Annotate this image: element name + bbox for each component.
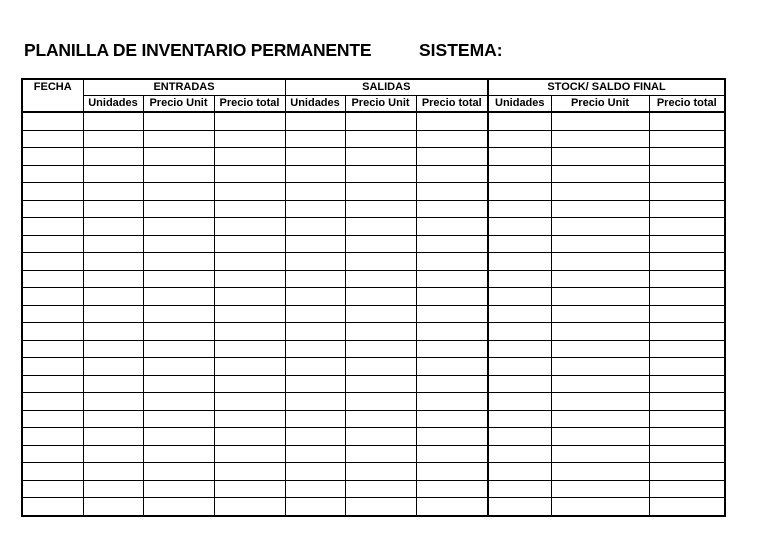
- table-cell[interactable]: [83, 323, 143, 341]
- table-row: [22, 375, 725, 393]
- table-cell[interactable]: [83, 270, 143, 288]
- table-cell[interactable]: [83, 463, 143, 481]
- table-cell[interactable]: [22, 218, 83, 236]
- table-cell[interactable]: [214, 165, 285, 183]
- table-cell[interactable]: [22, 393, 83, 411]
- table-cell[interactable]: [551, 218, 649, 236]
- table-cell[interactable]: [416, 375, 488, 393]
- table-cell[interactable]: [649, 375, 725, 393]
- table-cell[interactable]: [416, 463, 488, 481]
- table-cell[interactable]: [649, 288, 725, 306]
- inventory-table-body: [22, 112, 725, 516]
- table-row: [22, 253, 725, 271]
- table-row: [22, 305, 725, 323]
- table-cell[interactable]: [214, 498, 285, 516]
- system-label: SISTEMA:: [419, 40, 503, 60]
- table-cell[interactable]: [551, 130, 649, 148]
- table-cell[interactable]: [22, 428, 83, 446]
- table-cell[interactable]: [416, 288, 488, 306]
- inventory-table: [21, 78, 726, 517]
- table-cell[interactable]: [488, 112, 551, 130]
- table-cell[interactable]: [285, 305, 345, 323]
- table-cell[interactable]: [83, 410, 143, 428]
- sub-header-salidas-unit-price: Precio Unit: [345, 96, 416, 113]
- table-cell[interactable]: [285, 165, 345, 183]
- sub-header-stock-total-price: Precio total: [649, 96, 725, 113]
- table-cell[interactable]: [143, 165, 214, 183]
- table-cell[interactable]: [488, 183, 551, 201]
- table-cell[interactable]: [83, 288, 143, 306]
- table-cell[interactable]: [214, 218, 285, 236]
- table-cell[interactable]: [214, 463, 285, 481]
- table-cell[interactable]: [345, 358, 416, 376]
- table-cell[interactable]: [214, 393, 285, 411]
- table-cell[interactable]: [143, 323, 214, 341]
- table-cell[interactable]: [416, 235, 488, 253]
- table-cell[interactable]: [22, 148, 83, 166]
- table-cell[interactable]: [143, 183, 214, 201]
- sub-header-salidas-units: Unidades: [285, 96, 345, 113]
- table-cell[interactable]: [551, 323, 649, 341]
- table-cell[interactable]: [143, 480, 214, 498]
- table-cell[interactable]: [214, 288, 285, 306]
- table-cell[interactable]: [416, 183, 488, 201]
- table-cell[interactable]: [345, 183, 416, 201]
- table-cell[interactable]: [649, 165, 725, 183]
- table-cell[interactable]: [416, 323, 488, 341]
- table-cell[interactable]: [345, 270, 416, 288]
- table-cell[interactable]: [214, 340, 285, 358]
- table-cell[interactable]: [143, 428, 214, 446]
- table-cell[interactable]: [345, 340, 416, 358]
- table-cell[interactable]: [214, 112, 285, 130]
- table-cell[interactable]: [649, 183, 725, 201]
- sub-header-salidas-total-price: Precio total: [416, 96, 488, 113]
- table-cell[interactable]: [551, 200, 649, 218]
- table-cell[interactable]: [551, 183, 649, 201]
- table-cell[interactable]: [649, 323, 725, 341]
- table-cell[interactable]: [214, 358, 285, 376]
- table-cell[interactable]: [83, 165, 143, 183]
- table-cell[interactable]: [83, 112, 143, 130]
- table-cell[interactable]: [214, 148, 285, 166]
- table-cell[interactable]: [22, 165, 83, 183]
- table-cell[interactable]: [649, 445, 725, 463]
- table-cell[interactable]: [551, 148, 649, 166]
- table-cell[interactable]: [345, 410, 416, 428]
- table-cell[interactable]: [416, 148, 488, 166]
- table-cell[interactable]: [285, 498, 345, 516]
- table-cell[interactable]: [143, 253, 214, 271]
- table-cell[interactable]: [551, 445, 649, 463]
- table-cell[interactable]: [22, 130, 83, 148]
- group-header-entradas: ENTRADAS: [83, 79, 285, 96]
- table-cell[interactable]: [551, 428, 649, 446]
- table-cell[interactable]: [285, 148, 345, 166]
- table-cell[interactable]: [649, 410, 725, 428]
- table-cell[interactable]: [488, 410, 551, 428]
- table-cell[interactable]: [143, 288, 214, 306]
- table-cell[interactable]: [214, 305, 285, 323]
- table-cell[interactable]: [416, 253, 488, 271]
- sub-header-entradas-units: Unidades: [83, 96, 143, 113]
- table-cell[interactable]: [22, 253, 83, 271]
- table-cell[interactable]: [285, 270, 345, 288]
- table-cell[interactable]: [551, 340, 649, 358]
- table-cell[interactable]: [649, 130, 725, 148]
- table-cell[interactable]: [214, 410, 285, 428]
- table-cell[interactable]: [83, 183, 143, 201]
- table-cell[interactable]: [345, 218, 416, 236]
- group-header-stock: STOCK/ SALDO FINAL: [488, 79, 725, 96]
- table-cell[interactable]: [22, 200, 83, 218]
- table-cell[interactable]: [551, 305, 649, 323]
- table-cell[interactable]: [285, 410, 345, 428]
- table-cell[interactable]: [488, 463, 551, 481]
- table-cell[interactable]: [214, 200, 285, 218]
- table-cell[interactable]: [551, 480, 649, 498]
- table-row: [22, 393, 725, 411]
- table-cell[interactable]: [416, 498, 488, 516]
- table-row: [22, 445, 725, 463]
- table-cell[interactable]: [649, 340, 725, 358]
- table-cell[interactable]: [83, 445, 143, 463]
- table-cell[interactable]: [551, 498, 649, 516]
- table-cell[interactable]: [285, 323, 345, 341]
- table-cell[interactable]: [285, 130, 345, 148]
- table-cell[interactable]: [285, 183, 345, 201]
- date-header: FECHA: [22, 79, 83, 112]
- table-cell[interactable]: [488, 498, 551, 516]
- table-cell[interactable]: [649, 463, 725, 481]
- table-cell[interactable]: [285, 235, 345, 253]
- table-cell[interactable]: [22, 445, 83, 463]
- table-cell[interactable]: [416, 112, 488, 130]
- table-cell[interactable]: [285, 393, 345, 411]
- table-cell[interactable]: [416, 270, 488, 288]
- table-cell[interactable]: [143, 130, 214, 148]
- table-cell[interactable]: [83, 130, 143, 148]
- table-cell[interactable]: [488, 340, 551, 358]
- table-cell[interactable]: [83, 393, 143, 411]
- table-cell[interactable]: [551, 112, 649, 130]
- table-cell[interactable]: [488, 218, 551, 236]
- table-cell[interactable]: [143, 393, 214, 411]
- table-cell[interactable]: [416, 130, 488, 148]
- table-cell[interactable]: [143, 498, 214, 516]
- table-cell[interactable]: [143, 358, 214, 376]
- table-cell[interactable]: [551, 410, 649, 428]
- table-cell[interactable]: [83, 253, 143, 271]
- table-row: [22, 480, 725, 498]
- table-cell[interactable]: [22, 235, 83, 253]
- table-row: [22, 218, 725, 236]
- table-cell[interactable]: [214, 375, 285, 393]
- table-cell[interactable]: [143, 305, 214, 323]
- table-cell[interactable]: [488, 288, 551, 306]
- table-cell[interactable]: [83, 428, 143, 446]
- table-row: [22, 270, 725, 288]
- table-cell[interactable]: [22, 305, 83, 323]
- table-cell[interactable]: [345, 393, 416, 411]
- table-row: [22, 288, 725, 306]
- table-cell[interactable]: [285, 358, 345, 376]
- table-cell[interactable]: [22, 463, 83, 481]
- table-cell[interactable]: [649, 200, 725, 218]
- table-cell[interactable]: [22, 410, 83, 428]
- table-cell[interactable]: [83, 148, 143, 166]
- table-cell[interactable]: [285, 375, 345, 393]
- table-row: [22, 340, 725, 358]
- table-cell[interactable]: [345, 323, 416, 341]
- table-cell[interactable]: [649, 498, 725, 516]
- table-cell[interactable]: [488, 480, 551, 498]
- table-cell[interactable]: [345, 288, 416, 306]
- table-cell[interactable]: [285, 112, 345, 130]
- table-cell[interactable]: [214, 428, 285, 446]
- table-cell[interactable]: [345, 480, 416, 498]
- table-cell[interactable]: [285, 463, 345, 481]
- table-cell[interactable]: [83, 218, 143, 236]
- table-cell[interactable]: [416, 200, 488, 218]
- table-cell[interactable]: [649, 480, 725, 498]
- table-cell[interactable]: [416, 393, 488, 411]
- table-cell[interactable]: [416, 428, 488, 446]
- table-cell[interactable]: [285, 340, 345, 358]
- table-cell[interactable]: [345, 235, 416, 253]
- table-row: [22, 428, 725, 446]
- table-row: [22, 463, 725, 481]
- table-cell[interactable]: [214, 270, 285, 288]
- table-row: [22, 183, 725, 201]
- table-cell[interactable]: [649, 305, 725, 323]
- table-cell[interactable]: [416, 445, 488, 463]
- table-row: [22, 130, 725, 148]
- table-cell[interactable]: [143, 270, 214, 288]
- table-cell[interactable]: [22, 358, 83, 376]
- table-row: [22, 148, 725, 166]
- table-row: [22, 200, 725, 218]
- table-cell[interactable]: [214, 183, 285, 201]
- table-cell[interactable]: [22, 323, 83, 341]
- table-cell[interactable]: [551, 288, 649, 306]
- table-cell[interactable]: [285, 288, 345, 306]
- table-cell[interactable]: [285, 253, 345, 271]
- table-cell[interactable]: [345, 445, 416, 463]
- table-cell[interactable]: [22, 112, 83, 130]
- table-cell[interactable]: [345, 253, 416, 271]
- table-cell[interactable]: [214, 480, 285, 498]
- table-cell[interactable]: [143, 463, 214, 481]
- table-cell[interactable]: [143, 200, 214, 218]
- table-cell[interactable]: [488, 305, 551, 323]
- table-cell[interactable]: [143, 410, 214, 428]
- table-cell[interactable]: [214, 445, 285, 463]
- table-cell[interactable]: [416, 340, 488, 358]
- table-cell[interactable]: [551, 375, 649, 393]
- table-cell[interactable]: [345, 130, 416, 148]
- table-cell[interactable]: [488, 165, 551, 183]
- table-cell[interactable]: [488, 323, 551, 341]
- table-cell[interactable]: [22, 375, 83, 393]
- table-cell[interactable]: [285, 218, 345, 236]
- table-cell[interactable]: [649, 148, 725, 166]
- table-cell[interactable]: [214, 253, 285, 271]
- table-cell[interactable]: [143, 235, 214, 253]
- table-cell[interactable]: [551, 253, 649, 271]
- table-cell[interactable]: [143, 112, 214, 130]
- table-cell[interactable]: [416, 480, 488, 498]
- table-cell[interactable]: [214, 235, 285, 253]
- table-cell[interactable]: [22, 270, 83, 288]
- group-header-row: [22, 79, 725, 96]
- table-cell[interactable]: [649, 112, 725, 130]
- table-row: [22, 112, 725, 130]
- table-cell[interactable]: [416, 305, 488, 323]
- table-cell[interactable]: [345, 498, 416, 516]
- table-cell[interactable]: [488, 270, 551, 288]
- table-cell[interactable]: [488, 130, 551, 148]
- table-cell[interactable]: [83, 498, 143, 516]
- table-cell[interactable]: [345, 428, 416, 446]
- table-cell[interactable]: [488, 428, 551, 446]
- table-cell[interactable]: [551, 463, 649, 481]
- table-cell[interactable]: [345, 463, 416, 481]
- table-cell[interactable]: [83, 340, 143, 358]
- table-cell[interactable]: [345, 375, 416, 393]
- table-cell[interactable]: [416, 410, 488, 428]
- table-cell[interactable]: [345, 200, 416, 218]
- table-cell[interactable]: [416, 358, 488, 376]
- table-cell[interactable]: [488, 148, 551, 166]
- sub-header-stock-unit-price: Precio Unit: [551, 96, 649, 113]
- table-cell[interactable]: [551, 235, 649, 253]
- table-cell[interactable]: [83, 200, 143, 218]
- table-row: [22, 358, 725, 376]
- table-cell[interactable]: [22, 480, 83, 498]
- table-cell[interactable]: [83, 375, 143, 393]
- table-cell[interactable]: [416, 165, 488, 183]
- table-cell[interactable]: [345, 148, 416, 166]
- table-cell[interactable]: [22, 340, 83, 358]
- table-cell[interactable]: [551, 270, 649, 288]
- table-cell[interactable]: [649, 358, 725, 376]
- table-cell[interactable]: [83, 235, 143, 253]
- table-cell[interactable]: [345, 112, 416, 130]
- table-cell[interactable]: [345, 165, 416, 183]
- table-cell[interactable]: [551, 165, 649, 183]
- table-cell[interactable]: [22, 498, 83, 516]
- table-cell[interactable]: [488, 393, 551, 411]
- table-cell[interactable]: [143, 445, 214, 463]
- page-title: PLANILLA DE INVENTARIO PERMANENTE: [24, 40, 372, 60]
- table-cell[interactable]: [285, 200, 345, 218]
- table-cell[interactable]: [649, 253, 725, 271]
- table-cell[interactable]: [143, 340, 214, 358]
- table-cell[interactable]: [416, 218, 488, 236]
- table-cell[interactable]: [285, 445, 345, 463]
- table-cell[interactable]: [488, 445, 551, 463]
- table-cell[interactable]: [649, 218, 725, 236]
- table-cell[interactable]: [649, 393, 725, 411]
- sub-header-entradas-total-price: Precio total: [214, 96, 285, 113]
- table-cell[interactable]: [83, 480, 143, 498]
- table-row: [22, 410, 725, 428]
- table-cell[interactable]: [22, 288, 83, 306]
- table-cell[interactable]: [551, 393, 649, 411]
- table-cell[interactable]: [143, 148, 214, 166]
- table-cell[interactable]: [649, 270, 725, 288]
- table-cell[interactable]: [214, 130, 285, 148]
- table-cell[interactable]: [488, 375, 551, 393]
- table-row: [22, 323, 725, 341]
- sub-header-entradas-unit-price: Precio Unit: [143, 96, 214, 113]
- table-cell[interactable]: [143, 218, 214, 236]
- table-cell[interactable]: [551, 358, 649, 376]
- table-cell[interactable]: [345, 305, 416, 323]
- table-cell[interactable]: [83, 305, 143, 323]
- table-cell[interactable]: [649, 428, 725, 446]
- table-cell[interactable]: [214, 323, 285, 341]
- table-cell[interactable]: [83, 358, 143, 376]
- table-cell[interactable]: [143, 375, 214, 393]
- table-cell[interactable]: [488, 235, 551, 253]
- table-row: [22, 498, 725, 516]
- table-row: [22, 235, 725, 253]
- table-cell[interactable]: [488, 200, 551, 218]
- table-cell[interactable]: [649, 235, 725, 253]
- table-cell[interactable]: [22, 183, 83, 201]
- group-header-salidas: SALIDAS: [285, 79, 488, 96]
- table-row: [22, 165, 725, 183]
- table-cell[interactable]: [488, 253, 551, 271]
- table-cell[interactable]: [285, 480, 345, 498]
- sub-header-stock-units: Unidades: [488, 96, 551, 113]
- sub-header-row: [22, 96, 725, 113]
- table-cell[interactable]: [488, 358, 551, 376]
- table-cell[interactable]: [285, 428, 345, 446]
